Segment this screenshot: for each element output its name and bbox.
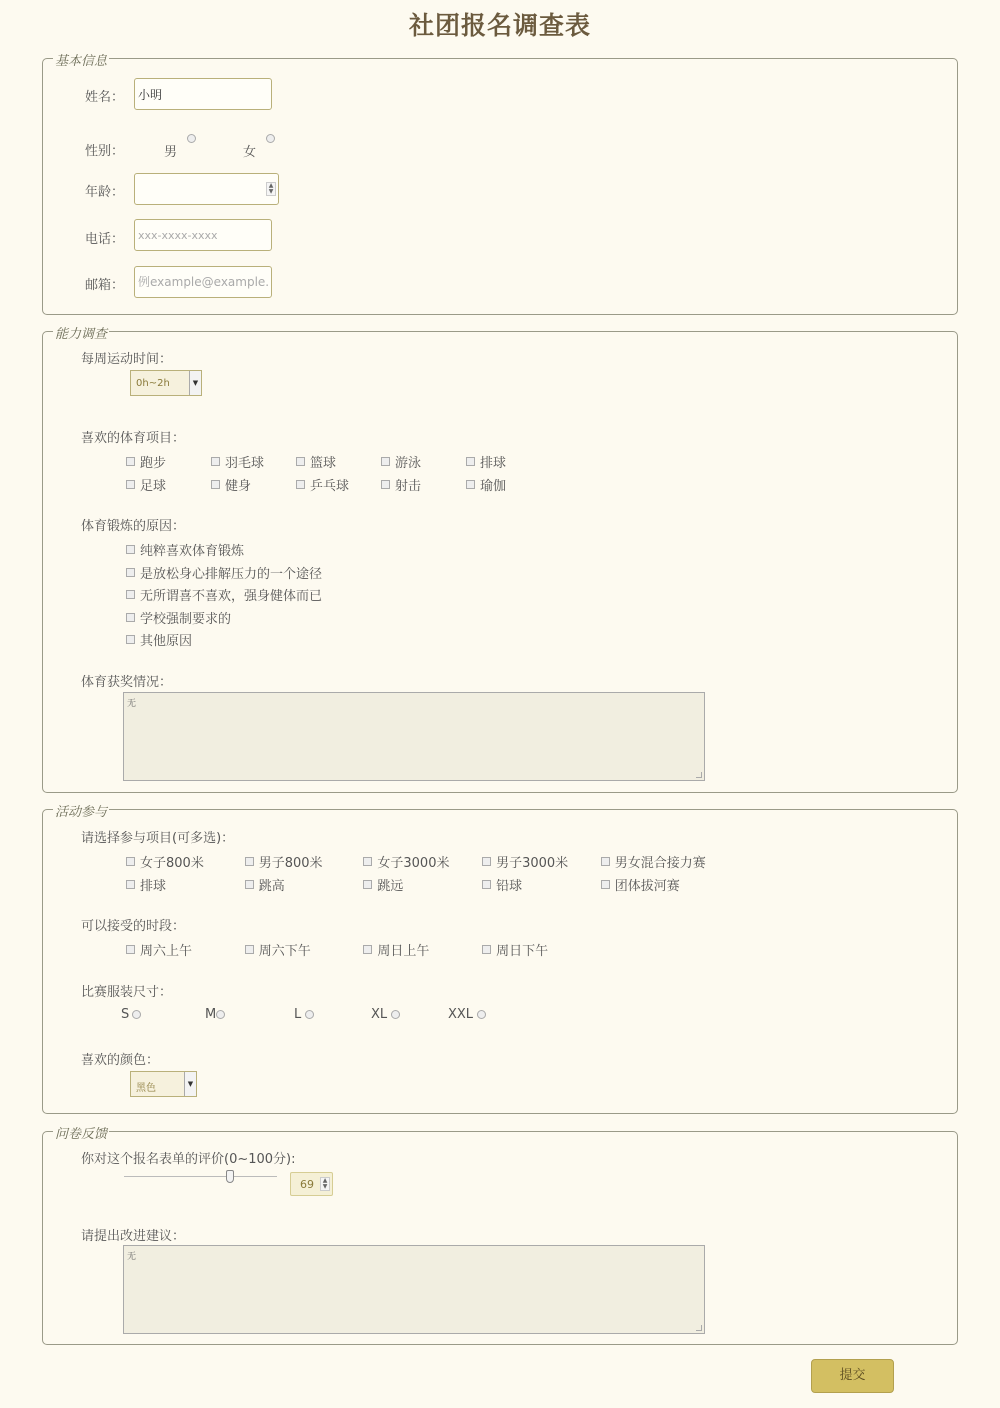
sport-option-checkbox[interactable] (381, 480, 390, 489)
reason-option-checkbox[interactable] (126, 613, 135, 622)
reason-option-checkbox[interactable] (126, 590, 135, 599)
activity-legend: 活动参与 (53, 801, 109, 820)
suggest-label: 请提出改进建议： (81, 1229, 186, 1244)
gender-female-label: 女 (243, 145, 257, 160)
email-label: 邮箱： (85, 278, 125, 293)
submit-button[interactable]: 提交 (811, 1359, 894, 1393)
event-option-checkbox[interactable] (245, 880, 254, 889)
reason-option-checkbox[interactable] (126, 635, 135, 644)
resize-grip-icon[interactable] (696, 772, 702, 778)
sport-option-checkbox[interactable] (211, 480, 220, 489)
sport-option-checkbox[interactable] (126, 480, 135, 489)
event-option-label: 铅球 (496, 879, 523, 894)
rating-number-input[interactable] (290, 1172, 333, 1196)
email-input[interactable] (134, 266, 272, 298)
gender-male-radio[interactable] (187, 134, 196, 143)
sport-option-checkbox[interactable] (211, 457, 220, 466)
size-option-radio[interactable] (305, 1010, 314, 1019)
color-value: 黑色 (136, 1083, 156, 1094)
ability-legend: 能力调查 (53, 323, 109, 342)
size-option-label: M (205, 1007, 217, 1022)
time-option-checkbox[interactable] (363, 945, 372, 954)
event-option-label: 男子800米 (258, 856, 323, 871)
gender-female-radio[interactable] (266, 134, 275, 143)
awards-label: 体育获奖情况： (81, 675, 173, 690)
size-option-radio[interactable] (391, 1010, 400, 1019)
time-option-checkbox[interactable] (245, 945, 254, 954)
rating-value: 69 (300, 1178, 314, 1191)
time-option-checkbox[interactable] (126, 945, 135, 954)
events-label: 请选择参与项目(可多选)： (81, 831, 235, 846)
size-option-radio[interactable] (477, 1010, 486, 1019)
event-option-checkbox[interactable] (126, 880, 135, 889)
sport-option-label: 排球 (480, 456, 507, 471)
event-option-label: 男子3000米 (496, 856, 569, 871)
age-spinner-icon[interactable]: ▲ ▼ (266, 182, 276, 196)
chevron-down-icon[interactable]: ▼ (189, 371, 201, 395)
feedback-legend: 问卷反馈 (53, 1123, 109, 1142)
size-label: 比赛服装尺寸： (81, 985, 173, 1000)
reason-option-label: 是放松身心排解压力的一个途径 (140, 566, 323, 582)
name-input[interactable] (134, 78, 272, 110)
sport-option-label: 游泳 (395, 456, 422, 471)
sport-option-label: 射击 (395, 479, 422, 494)
event-option-checkbox[interactable] (363, 857, 372, 866)
gender-label: 性别： (85, 144, 125, 159)
phone-label: 电话： (85, 232, 125, 247)
time-option-label: 周日下午 (496, 944, 549, 959)
event-option-label: 跳高 (258, 879, 285, 894)
time-option-checkbox[interactable] (482, 945, 491, 954)
event-option-label: 女子800米 (140, 856, 204, 871)
reason-option-label: 学校强制要求的 (140, 611, 232, 627)
age-label: 年龄： (85, 185, 125, 200)
weekly-time-value: 0h~2h (136, 378, 170, 389)
event-option-checkbox[interactable] (126, 857, 135, 866)
sport-option-label: 篮球 (310, 456, 337, 471)
sport-option-checkbox[interactable] (296, 480, 305, 489)
event-option-label: 跳远 (377, 879, 404, 894)
slider-thumb[interactable] (226, 1170, 234, 1183)
reason-option-checkbox[interactable] (126, 568, 135, 577)
awards-textarea[interactable] (123, 692, 705, 781)
sport-option-label: 乒乓球 (310, 479, 350, 494)
event-option-label: 女子3000米 (377, 856, 450, 871)
sport-option-label: 健身 (225, 479, 252, 494)
event-option-label: 团体拔河赛 (614, 879, 680, 894)
reasons-label: 体育锻炼的原因： (81, 519, 186, 534)
event-option-label: 排球 (140, 879, 167, 894)
sports-label: 喜欢的体育项目： (81, 431, 186, 446)
resize-grip-icon[interactable] (696, 1325, 702, 1331)
size-option-label: S (121, 1007, 130, 1022)
event-option-checkbox[interactable] (245, 857, 254, 866)
age-number-input[interactable] (134, 173, 279, 205)
size-option-label: L (294, 1007, 302, 1022)
event-option-checkbox[interactable] (482, 857, 491, 866)
reason-option-label: 无所谓喜不喜欢，强身健体而已 (140, 589, 323, 604)
sport-option-checkbox[interactable] (466, 480, 475, 489)
weekly-time-select[interactable] (130, 370, 202, 396)
awards-value: 无 (127, 699, 137, 709)
sport-option-checkbox[interactable] (381, 457, 390, 466)
sport-option-checkbox[interactable] (296, 457, 305, 466)
gender-male-label: 男 (164, 145, 178, 160)
chevron-down-icon[interactable]: ▼ (184, 1072, 196, 1096)
weekly-time-label: 每周运动时间： (81, 352, 173, 367)
size-option-radio[interactable] (216, 1010, 225, 1019)
rating-spinner-icon[interactable]: ▲ ▼ (320, 1177, 330, 1191)
time-option-label: 周六上午 (140, 944, 193, 959)
event-option-checkbox[interactable] (601, 857, 610, 866)
color-label: 喜欢的颜色： (81, 1053, 160, 1068)
event-option-checkbox[interactable] (363, 880, 372, 889)
phone-input[interactable] (134, 219, 272, 251)
name-label: 姓名： (85, 90, 125, 105)
time-option-label: 周日上午 (377, 944, 430, 959)
sport-option-label: 瑜伽 (480, 479, 507, 494)
time-option-label: 周六下午 (258, 944, 311, 959)
sport-option-label: 跑步 (140, 456, 167, 471)
event-option-checkbox[interactable] (482, 880, 491, 889)
basic-info-legend: 基本信息 (53, 50, 109, 69)
rating-slider[interactable] (124, 1170, 277, 1184)
reason-option-label: 纯粹喜欢体育锻炼 (140, 544, 245, 559)
reason-option-label: 其他原因 (140, 634, 193, 649)
suggest-textarea[interactable] (123, 1245, 705, 1334)
sport-option-label: 足球 (140, 479, 167, 494)
size-option-radio[interactable] (132, 1010, 141, 1019)
size-option-label: XL (371, 1007, 388, 1022)
reason-option-checkbox[interactable] (126, 545, 135, 554)
event-option-checkbox[interactable] (601, 880, 610, 889)
times-label: 可以接受的时段： (81, 919, 186, 934)
sport-option-checkbox[interactable] (126, 457, 135, 466)
page-title: 社团报名调查表 (408, 11, 591, 40)
sport-option-checkbox[interactable] (466, 457, 475, 466)
suggest-value: 无 (127, 1252, 137, 1262)
color-select[interactable] (130, 1071, 197, 1097)
size-option-label: XXL (448, 1007, 474, 1022)
sport-option-label: 羽毛球 (225, 456, 265, 471)
event-option-label: 男女混合接力赛 (614, 856, 706, 871)
rating-label: 你对这个报名表单的评价(0~100分): (81, 1152, 296, 1167)
